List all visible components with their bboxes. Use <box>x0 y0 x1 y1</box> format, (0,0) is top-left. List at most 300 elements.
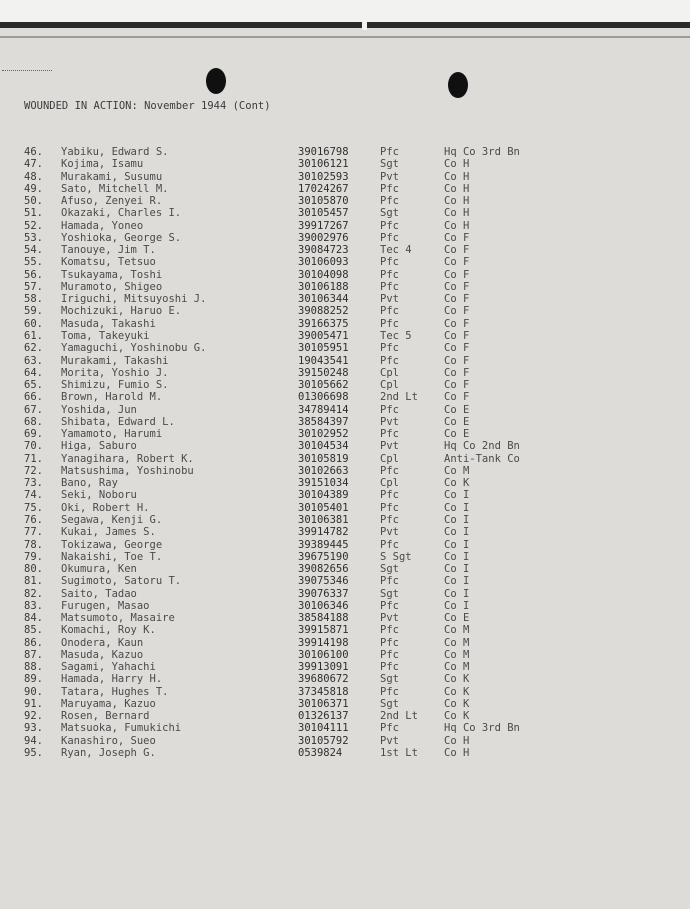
list-item <box>0 710 690 722</box>
list-item <box>0 220 690 232</box>
list-item <box>0 171 690 183</box>
entry-number: 57. <box>24 280 43 293</box>
soldier-name: Yamaguchi, Yoshinobu G. <box>61 342 207 355</box>
unit: Co F <box>444 244 470 257</box>
soldier-name: Sato, Mitchell M. <box>61 182 169 195</box>
soldier-name: Rosen, Bernard <box>61 710 150 723</box>
serial-number: 34789414 <box>298 403 349 416</box>
unit: Co F <box>444 317 470 330</box>
unit: Co I <box>444 599 470 612</box>
list-item <box>0 661 690 673</box>
rank: Pfc <box>380 722 399 735</box>
unit: Co K <box>444 673 470 686</box>
entry-number: 69. <box>24 428 43 441</box>
rank: Pfc <box>380 268 399 281</box>
casualty-list <box>0 146 690 759</box>
unit: Co F <box>444 342 470 355</box>
soldier-name: Iriguchi, Mitsuyoshi J. <box>61 293 207 306</box>
serial-number: 30105457 <box>298 207 349 220</box>
list-item <box>0 686 690 698</box>
unit: Co I <box>444 513 470 526</box>
punch-hole-left <box>206 68 226 94</box>
serial-number: 38584188 <box>298 612 349 625</box>
serial-number: 38584397 <box>298 415 349 428</box>
serial-number: 39680672 <box>298 673 349 686</box>
rank: Pfc <box>380 464 399 477</box>
rank: 2nd Lt <box>380 391 418 404</box>
soldier-name: Murakami, Takashi <box>61 354 169 367</box>
soldier-name: Hamada, Harry H. <box>61 673 163 686</box>
list-item <box>0 330 690 342</box>
list-item <box>0 195 690 207</box>
unit: Co F <box>444 354 470 367</box>
list-item <box>0 551 690 563</box>
soldier-name: Sugimoto, Satoru T. <box>61 575 182 588</box>
serial-number: 30104111 <box>298 722 349 735</box>
serial-number: 30102593 <box>298 170 349 183</box>
entry-number: 76. <box>24 513 43 526</box>
unit: Co K <box>444 477 470 490</box>
entry-number: 46. <box>24 146 43 158</box>
serial-number: 19043541 <box>298 354 349 367</box>
rank: Pfc <box>380 648 399 661</box>
rank: Cpl <box>380 379 399 392</box>
list-item <box>0 232 690 244</box>
unit: Co F <box>444 293 470 306</box>
entry-number: 66. <box>24 391 43 404</box>
serial-number: 30104098 <box>298 268 349 281</box>
entry-number: 78. <box>24 538 43 551</box>
entry-number: 71. <box>24 452 43 465</box>
serial-number: 17024267 <box>298 182 349 195</box>
rank: Pfc <box>380 305 399 318</box>
rank: Pfc <box>380 599 399 612</box>
rank: Pvt <box>380 170 399 183</box>
soldier-name: Tokizawa, George <box>61 538 163 551</box>
soldier-name: Yabiku, Edward S. <box>61 146 169 158</box>
soldier-name: Kojima, Isamu <box>61 158 144 171</box>
rank: Pfc <box>380 280 399 293</box>
soldier-name: Onodera, Kaun <box>61 636 144 649</box>
list-item <box>0 207 690 219</box>
entry-number: 53. <box>24 231 43 244</box>
unit: Co F <box>444 305 470 318</box>
soldier-name: Furugen, Masao <box>61 599 150 612</box>
unit: Co I <box>444 489 470 502</box>
unit: Co E <box>444 612 470 625</box>
serial-number: 01306698 <box>298 391 349 404</box>
serial-number: 30104389 <box>298 489 349 502</box>
unit: Co M <box>444 661 470 674</box>
list-item <box>0 612 690 624</box>
list-item <box>0 355 690 367</box>
entry-number: 77. <box>24 526 43 539</box>
soldier-name: Morita, Yoshio J. <box>61 366 169 379</box>
serial-number: 39005471 <box>298 329 349 342</box>
serial-number: 30106188 <box>298 280 349 293</box>
rank: Pfc <box>380 685 399 698</box>
rank: Pfc <box>380 575 399 588</box>
list-item <box>0 158 690 170</box>
soldier-name: Komachi, Roy K. <box>61 624 156 637</box>
list-item <box>0 440 690 452</box>
unit: Co K <box>444 710 470 723</box>
entry-number: 62. <box>24 342 43 355</box>
unit: Co I <box>444 575 470 588</box>
entry-number: 50. <box>24 195 43 208</box>
entry-number: 61. <box>24 329 43 342</box>
soldier-name: Sagami, Yahachi <box>61 661 156 674</box>
rank: Pfc <box>380 513 399 526</box>
entry-number: 63. <box>24 354 43 367</box>
entry-number: 70. <box>24 440 43 453</box>
soldier-name: Tanouye, Jim T. <box>61 244 156 257</box>
unit: Co H <box>444 170 470 183</box>
soldier-name: Toma, Takeyuki <box>61 329 150 342</box>
soldier-name: Murakami, Susumu <box>61 170 163 183</box>
entry-number: 55. <box>24 256 43 269</box>
list-item <box>0 281 690 293</box>
rank: Pfc <box>380 428 399 441</box>
list-item <box>0 244 690 256</box>
unit: Co F <box>444 391 470 404</box>
soldier-name: Kukai, James S. <box>61 526 156 539</box>
soldier-name: Oki, Robert H. <box>61 501 150 514</box>
list-item <box>0 698 690 710</box>
serial-number: 39675190 <box>298 550 349 563</box>
soldier-name: Komatsu, Tetsuo <box>61 256 156 269</box>
list-item <box>0 318 690 330</box>
scan-notch <box>362 20 367 30</box>
soldier-name: Afuso, Zenyei R. <box>61 195 163 208</box>
serial-number: 39076337 <box>298 587 349 600</box>
serial-number: 39913091 <box>298 661 349 674</box>
rank: 2nd Lt <box>380 710 418 723</box>
serial-number: 30105662 <box>298 379 349 392</box>
list-item <box>0 539 690 551</box>
rank: Pfc <box>380 219 399 232</box>
soldier-name: Okumura, Ken <box>61 563 137 576</box>
entry-number: 48. <box>24 170 43 183</box>
serial-number: 39002976 <box>298 231 349 244</box>
soldier-name: Seki, Noboru <box>61 489 137 502</box>
rank: Pfc <box>380 182 399 195</box>
unit: Co E <box>444 403 470 416</box>
rank: Cpl <box>380 366 399 379</box>
unit: Co I <box>444 538 470 551</box>
rank: Pvt <box>380 526 399 539</box>
soldier-name: Saito, Tadao <box>61 587 137 600</box>
unit: Co F <box>444 268 470 281</box>
entry-number: 72. <box>24 464 43 477</box>
soldier-name: Shibata, Edward L. <box>61 415 175 428</box>
rank: 1st Lt <box>380 747 418 760</box>
unit: Co M <box>444 624 470 637</box>
list-item <box>0 747 690 759</box>
unit: Co K <box>444 685 470 698</box>
serial-number: 30106346 <box>298 599 349 612</box>
serial-number: 30102663 <box>298 464 349 477</box>
unit: Co F <box>444 231 470 244</box>
list-item <box>0 477 690 489</box>
soldier-name: Matsuoka, Fumukichi <box>61 722 182 735</box>
serial-number: 30105819 <box>298 452 349 465</box>
entry-number: 92. <box>24 710 43 723</box>
unit: Hq Co 3rd Bn <box>444 146 520 158</box>
soldier-name: Masuda, Kazuo <box>61 648 144 661</box>
unit: Co F <box>444 256 470 269</box>
serial-number: 30106381 <box>298 513 349 526</box>
entry-number: 54. <box>24 244 43 257</box>
serial-number: 39016798 <box>298 146 349 158</box>
unit: Co I <box>444 587 470 600</box>
unit: Co H <box>444 207 470 220</box>
rank: Pvt <box>380 415 399 428</box>
serial-number: 30106344 <box>298 293 349 306</box>
list-item <box>0 391 690 403</box>
serial-number: 39150248 <box>298 366 349 379</box>
list-item <box>0 624 690 636</box>
unit: Hq Co 2nd Bn <box>444 440 520 453</box>
entry-number: 52. <box>24 219 43 232</box>
soldier-name: Kanashiro, Sueo <box>61 734 156 747</box>
list-item <box>0 379 690 391</box>
unit: Co I <box>444 526 470 539</box>
entry-number: 89. <box>24 673 43 686</box>
soldier-name: Brown, Harold M. <box>61 391 163 404</box>
list-item <box>0 342 690 354</box>
entry-number: 87. <box>24 648 43 661</box>
entry-number: 86. <box>24 636 43 649</box>
list-item <box>0 649 690 661</box>
serial-number: 39914782 <box>298 526 349 539</box>
list-item <box>0 305 690 317</box>
serial-number: 0539824 <box>298 747 343 760</box>
soldier-name: Masuda, Takashi <box>61 317 156 330</box>
scan-edge-line <box>0 36 690 38</box>
document-heading: WOUNDED IN ACTION: November 1944 (Cont) <box>24 100 271 112</box>
serial-number: 01326137 <box>298 710 349 723</box>
serial-number: 30105792 <box>298 734 349 747</box>
soldier-name: Muramoto, Shigeo <box>61 280 163 293</box>
unit: Co M <box>444 464 470 477</box>
entry-number: 85. <box>24 624 43 637</box>
rank: Pvt <box>380 612 399 625</box>
entry-number: 58. <box>24 293 43 306</box>
entry-number: 74. <box>24 489 43 502</box>
list-item <box>0 416 690 428</box>
entry-number: 79. <box>24 550 43 563</box>
list-item <box>0 575 690 587</box>
soldier-name: Matsushima, Yoshinobu <box>61 464 194 477</box>
list-item <box>0 367 690 379</box>
rank: Cpl <box>380 452 399 465</box>
rank: Pfc <box>380 636 399 649</box>
list-item <box>0 465 690 477</box>
scan-top-rule <box>0 22 690 28</box>
entry-number: 47. <box>24 158 43 171</box>
serial-number: 30102952 <box>298 428 349 441</box>
soldier-name: Okazaki, Charles I. <box>61 207 182 220</box>
rank: Sgt <box>380 673 399 686</box>
rank: Pfc <box>380 403 399 416</box>
soldier-name: Nakaishi, Toe T. <box>61 550 163 563</box>
rank: Sgt <box>380 158 399 171</box>
soldier-name: Ryan, Joseph G. <box>61 747 156 760</box>
unit: Co H <box>444 747 470 760</box>
unit: Co H <box>444 195 470 208</box>
unit: Co F <box>444 366 470 379</box>
list-item <box>0 453 690 465</box>
serial-number: 30105951 <box>298 342 349 355</box>
list-item <box>0 146 690 158</box>
entry-number: 81. <box>24 575 43 588</box>
serial-number: 39151034 <box>298 477 349 490</box>
list-item <box>0 722 690 734</box>
serial-number: 39082656 <box>298 563 349 576</box>
entry-number: 80. <box>24 563 43 576</box>
serial-number: 30104534 <box>298 440 349 453</box>
unit: Co E <box>444 428 470 441</box>
entry-number: 94. <box>24 734 43 747</box>
soldier-name: Yamamoto, Harumi <box>61 428 163 441</box>
serial-number: 30106100 <box>298 648 349 661</box>
soldier-name: Yoshioka, George S. <box>61 231 182 244</box>
entry-number: 51. <box>24 207 43 220</box>
list-item <box>0 269 690 281</box>
entry-number: 65. <box>24 379 43 392</box>
unit: Co M <box>444 648 470 661</box>
list-item <box>0 526 690 538</box>
entry-number: 91. <box>24 697 43 710</box>
rank: Pvt <box>380 293 399 306</box>
soldier-name: Shimizu, Fumio S. <box>61 379 169 392</box>
entry-number: 56. <box>24 268 43 281</box>
rank: Sgt <box>380 563 399 576</box>
serial-number: 30106093 <box>298 256 349 269</box>
list-item <box>0 428 690 440</box>
serial-number: 39389445 <box>298 538 349 551</box>
serial-number: 30105870 <box>298 195 349 208</box>
entry-number: 83. <box>24 599 43 612</box>
unit: Co H <box>444 219 470 232</box>
entry-number: 84. <box>24 612 43 625</box>
rank: Pfc <box>380 538 399 551</box>
serial-number: 39088252 <box>298 305 349 318</box>
serial-number: 39917267 <box>298 219 349 232</box>
rank: Pvt <box>380 440 399 453</box>
rank: Pfc <box>380 342 399 355</box>
serial-number: 39914198 <box>298 636 349 649</box>
unit: Co I <box>444 563 470 576</box>
serial-number: 39075346 <box>298 575 349 588</box>
scan-top-margin <box>0 0 690 22</box>
rank: Sgt <box>380 697 399 710</box>
soldier-name: Maruyama, Kazuo <box>61 697 156 710</box>
rank: S Sgt <box>380 550 412 563</box>
rank: Tec 5 <box>380 329 412 342</box>
list-item <box>0 293 690 305</box>
serial-number: 39084723 <box>298 244 349 257</box>
entry-number: 64. <box>24 366 43 379</box>
entry-number: 49. <box>24 182 43 195</box>
ink-smudge <box>2 70 52 77</box>
list-item <box>0 489 690 501</box>
soldier-name: Hamada, Yoneo <box>61 219 144 232</box>
unit: Co H <box>444 158 470 171</box>
serial-number: 30106121 <box>298 158 349 171</box>
rank: Sgt <box>380 207 399 220</box>
rank: Pfc <box>380 661 399 674</box>
unit: Co M <box>444 636 470 649</box>
rank: Tec 4 <box>380 244 412 257</box>
entry-number: 82. <box>24 587 43 600</box>
entry-number: 90. <box>24 685 43 698</box>
unit: Co K <box>444 697 470 710</box>
list-item <box>0 502 690 514</box>
entry-number: 67. <box>24 403 43 416</box>
unit: Co I <box>444 550 470 563</box>
serial-number: 39166375 <box>298 317 349 330</box>
unit: Co H <box>444 734 470 747</box>
list-item <box>0 563 690 575</box>
list-item <box>0 735 690 747</box>
unit: Co E <box>444 415 470 428</box>
rank: Pfc <box>380 231 399 244</box>
rank: Pfc <box>380 146 399 158</box>
serial-number: 30106371 <box>298 697 349 710</box>
soldier-name: Tsukayama, Toshi <box>61 268 163 281</box>
entry-number: 60. <box>24 317 43 330</box>
list-item <box>0 600 690 612</box>
list-item <box>0 404 690 416</box>
entry-number: 93. <box>24 722 43 735</box>
list-item <box>0 256 690 268</box>
unit: Anti-Tank Co <box>444 452 520 465</box>
rank: Pfc <box>380 195 399 208</box>
entry-number: 73. <box>24 477 43 490</box>
entry-number: 68. <box>24 415 43 428</box>
rank: Pfc <box>380 317 399 330</box>
rank: Pfc <box>380 256 399 269</box>
rank: Pfc <box>380 501 399 514</box>
soldier-name: Mochizuki, Haruo E. <box>61 305 182 318</box>
soldier-name: Higa, Saburo <box>61 440 137 453</box>
rank: Cpl <box>380 477 399 490</box>
soldier-name: Bano, Ray <box>61 477 118 490</box>
rank: Pfc <box>380 624 399 637</box>
serial-number: 39915871 <box>298 624 349 637</box>
entry-number: 88. <box>24 661 43 674</box>
list-item <box>0 637 690 649</box>
unit: Co H <box>444 182 470 195</box>
rank: Pvt <box>380 734 399 747</box>
soldier-name: Yoshida, Jun <box>61 403 137 416</box>
soldier-name: Matsumoto, Masaire <box>61 612 175 625</box>
unit: Co F <box>444 379 470 392</box>
list-item <box>0 588 690 600</box>
entry-number: 75. <box>24 501 43 514</box>
list-item <box>0 514 690 526</box>
unit: Hq Co 3rd Bn <box>444 722 520 735</box>
entry-number: 95. <box>24 747 43 760</box>
serial-number: 37345818 <box>298 685 349 698</box>
entry-number: 59. <box>24 305 43 318</box>
list-item <box>0 673 690 685</box>
punch-hole-right <box>448 72 468 98</box>
soldier-name: Tatara, Hughes T. <box>61 685 169 698</box>
soldier-name: Yanagihara, Robert K. <box>61 452 194 465</box>
